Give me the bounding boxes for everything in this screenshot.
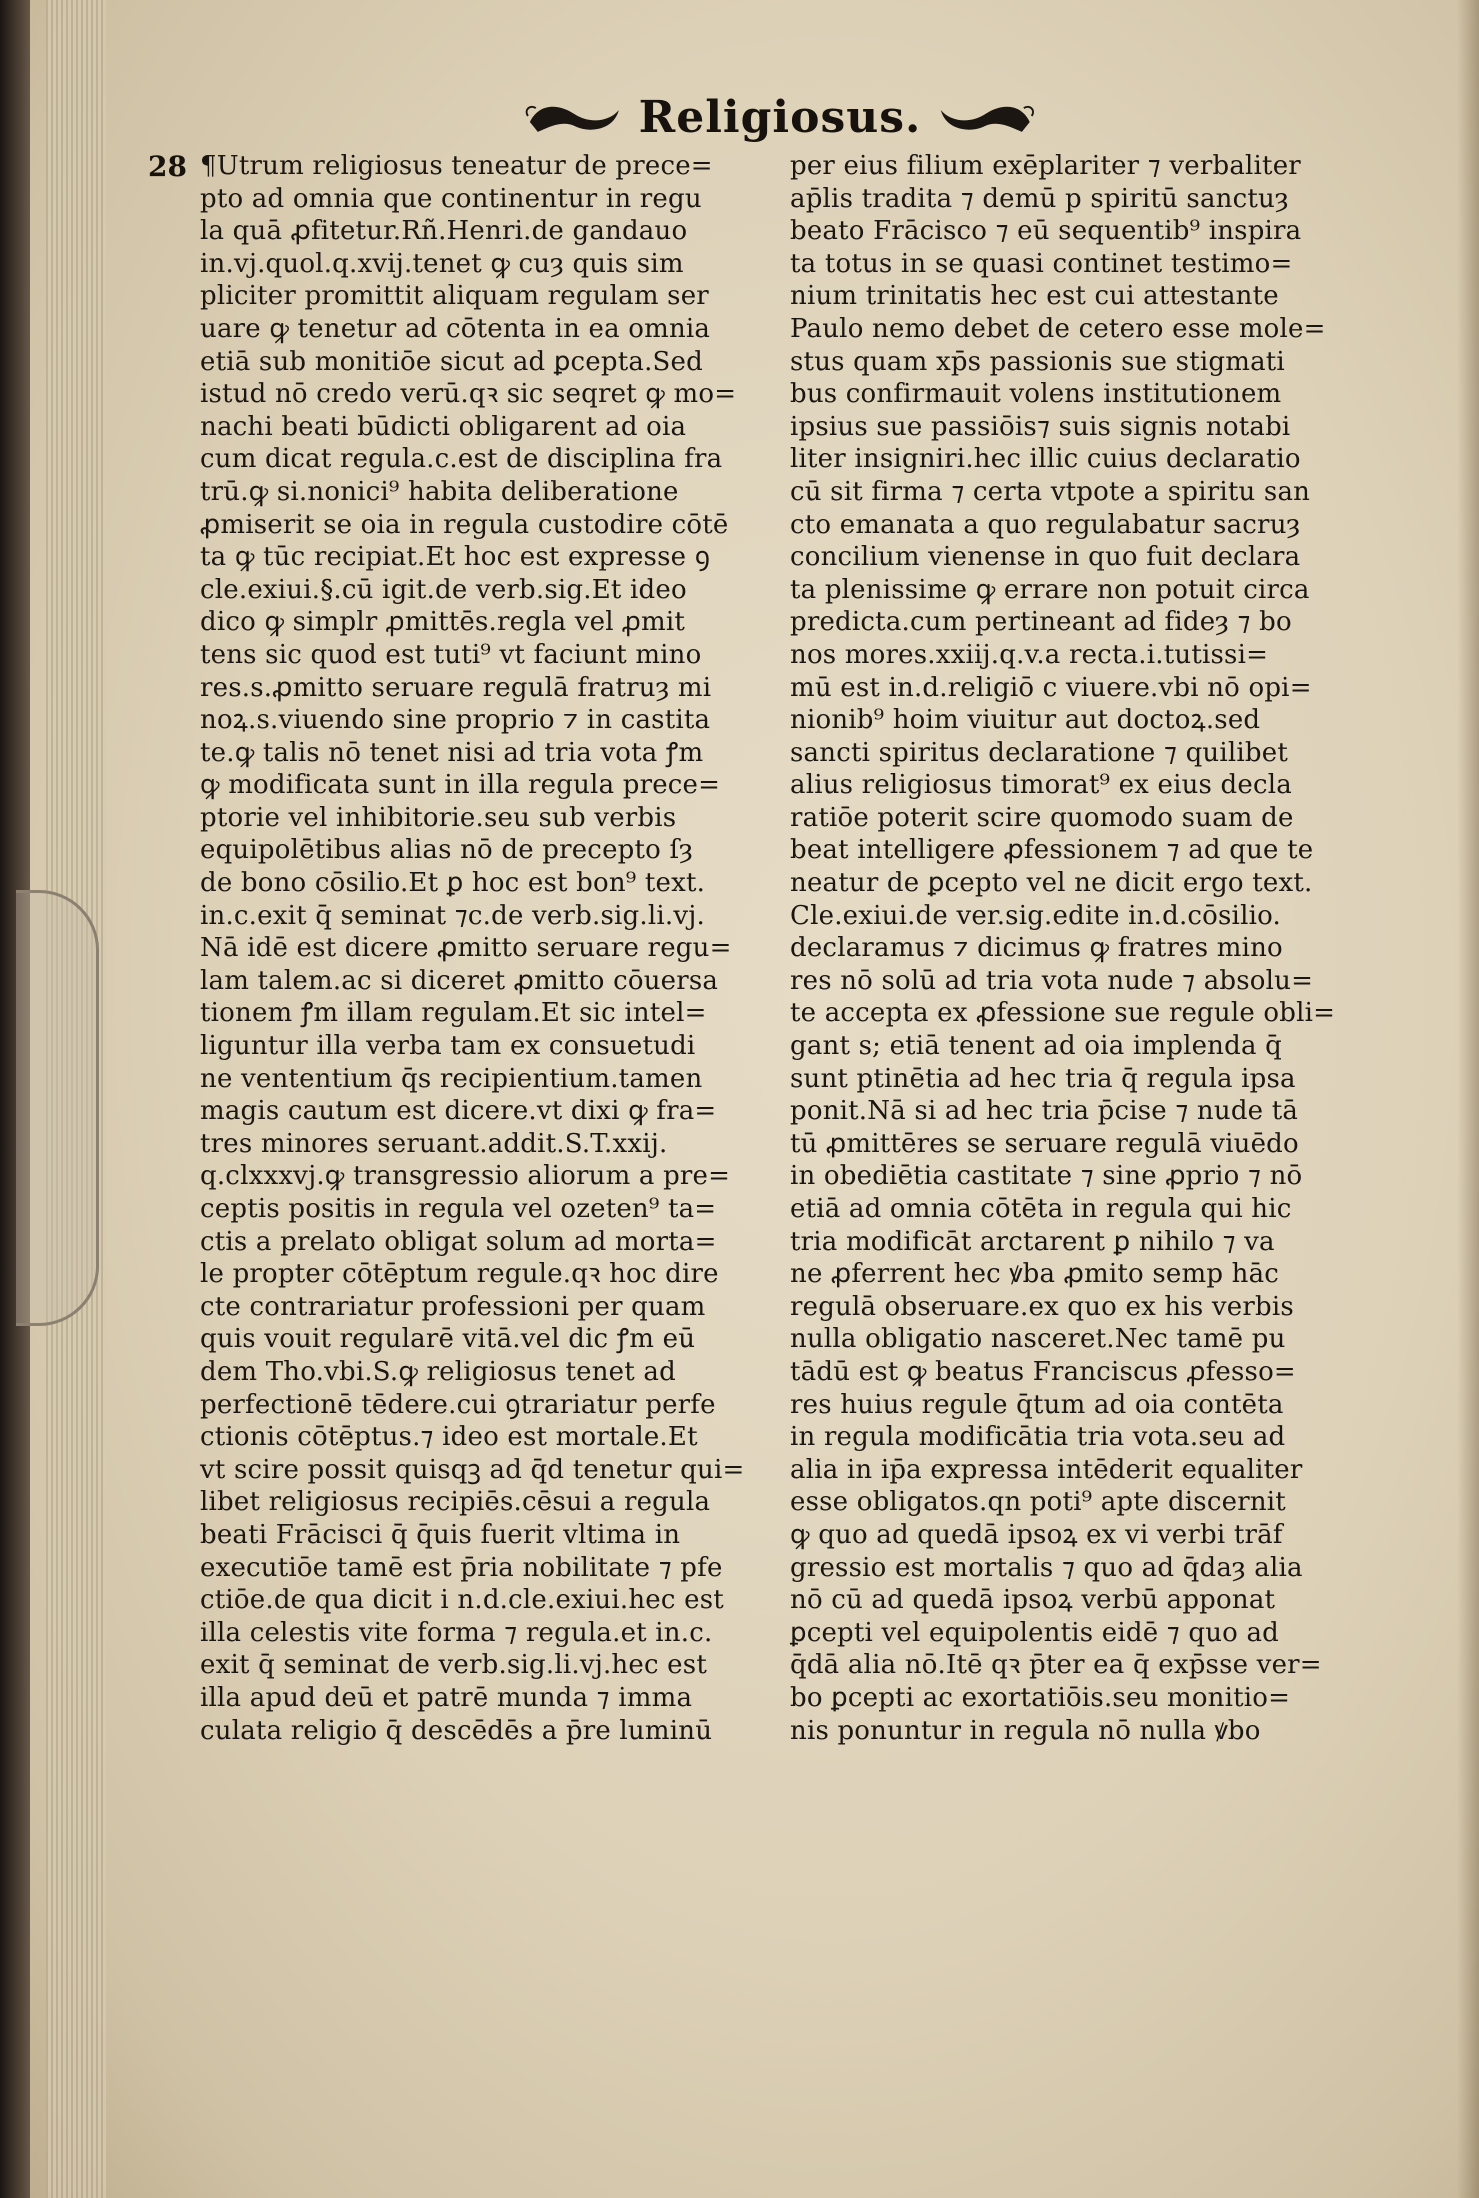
text-line: illa apud deū et patrē munda ⁊ imma bbox=[200, 1682, 693, 1713]
text-line: etiā sub monitiōe sicut ad ꝑcepta.Sed bbox=[200, 346, 703, 377]
text-line: ne vententium q̄s recipientium.tamen bbox=[200, 1063, 703, 1094]
text-line: stus quam xp̄s passionis sue stigmati bbox=[790, 346, 1285, 377]
text-line: liguntur illa verba tam ex consuetudi bbox=[200, 1031, 696, 1062]
text-line: ratiōe poterit scire quomodo suam de bbox=[790, 802, 1294, 833]
text-line: per eius filium exēplariter ⁊ verbaliter bbox=[790, 151, 1301, 181]
text-line: libet religiosus recipiēs.cēsui a regula bbox=[200, 1487, 711, 1518]
text-line: ponit.Nā si ad hec tria p̄cise ⁊ nude tā bbox=[790, 1096, 1299, 1127]
text-line: neatur de ꝑcepto vel ne dicit ergo text. bbox=[790, 868, 1313, 899]
text-line: culata religio q̄ descēdēs a p̄re luminū bbox=[200, 1715, 713, 1746]
text-line: ꝓmiserit se oia in regula custodire cōtē bbox=[200, 509, 729, 540]
right-text-column bbox=[790, 150, 1350, 1747]
text-line: mū est in.d.religiō c viuere.vbi nō opi= bbox=[790, 672, 1312, 703]
text-line: equipolētibus alias nō de precepto ſȝ bbox=[200, 835, 694, 866]
text-line: illa celestis vite forma ⁊ regula.et in.c. bbox=[200, 1617, 713, 1648]
text-line: q.clxxxvj.ꝙ transgressio aliorum a pre= bbox=[200, 1161, 731, 1192]
text-line: vt scire possit quisqꝫ ad q̄d tenetur qui= bbox=[200, 1454, 745, 1485]
text-line: declaramus ⁊ dicimus ꝙ fratres mino bbox=[790, 933, 1283, 964]
text-line: ptorie vel inhibitorie.seu sub verbis bbox=[200, 802, 677, 833]
text-line: nos mores.xxiij.q.v.a recta.i.tutissi= bbox=[790, 639, 1269, 670]
text-line: le propter cōtēptum regule.qꝛ hoc dire bbox=[200, 1259, 719, 1290]
text-line: ctionis cōtēptus.⁊ ideo est mortale.Et bbox=[200, 1422, 698, 1453]
left-text-column bbox=[200, 150, 780, 1747]
text-line: istud nō credo verū.qꝛ sic seqret ꝙ mo= bbox=[200, 379, 737, 410]
text-line: sunt ptinētia ad hec tria q̄ regula ipsa bbox=[790, 1063, 1296, 1094]
text-line: cto emanata a quo regulabatur sacruȝ bbox=[790, 509, 1301, 540]
text-line: q̄dā alia nō.Itē qꝛ p̄ter ea q̄ exp̄sse ver= bbox=[790, 1650, 1322, 1681]
text-line: tens sic quod est tuti⁹ vt faciunt mino bbox=[200, 639, 702, 670]
text-line: alius religiosus timorat⁹ ex eius decla bbox=[790, 770, 1292, 801]
text-line: tū ꝓmittēres se seruare regulā viuēdo bbox=[790, 1128, 1299, 1159]
folio-number: 28 bbox=[148, 150, 187, 183]
text-line: in obediētia castitate ⁊ sine ꝓprio ⁊ nō bbox=[790, 1161, 1303, 1192]
text-line: exit q̄ seminat de verb.sig.li.vj.hec est bbox=[200, 1650, 707, 1681]
text-line: ta plenissime ꝙ errare non potuit circa bbox=[790, 574, 1310, 605]
text-line: lam talem.ac si diceret ꝓmitto cōuersa bbox=[200, 965, 719, 996]
text-line: ꝑcepti vel equipolentis eidē ⁊ quo ad bbox=[790, 1617, 1280, 1648]
text-line: nulla obligatio nasceret.Nec tamē pu bbox=[790, 1324, 1286, 1355]
right-fleuron-icon bbox=[931, 92, 1040, 142]
text-line: cum dicat regula.c.est de disciplina fra bbox=[200, 444, 723, 475]
text-line: uare ꝙ tenetur ad cōtenta in ea omnia bbox=[200, 313, 711, 344]
text-line: gant s; etiā tenent ad oia implenda q̄ bbox=[790, 1031, 1282, 1062]
text-line: liter insigniri.hec illic cuius declaratio bbox=[790, 444, 1301, 475]
text-line: magis cautum est dicere.vt dixi ꝙ fra= bbox=[200, 1096, 717, 1127]
text-line: dem Tho.vbi.S.ꝙ religiosus tenet ad bbox=[200, 1356, 676, 1387]
text-line: cū sit firma ⁊ certa vtpote a spiritu san bbox=[790, 476, 1311, 507]
text-line: cle.exiui.§.cū igit.de verb.sig.Et ideo bbox=[200, 574, 687, 605]
text-line: ctiōe.de qua dicit i n.d.cle.exiui.hec est bbox=[200, 1585, 724, 1616]
text-line: ne ꝓferrent hec ꝟba ꝓmito semp hāc bbox=[790, 1259, 1280, 1290]
text-line: executiōe tamē est p̄ria nobilitate ⁊ pfe bbox=[200, 1552, 723, 1583]
text-line: beati Frācisci q̄ q̄uis fuerit vltima in bbox=[200, 1519, 681, 1550]
text-line: tādū est ꝙ beatus Franciscus ꝓfesso= bbox=[790, 1356, 1296, 1387]
text-line: pto ad omnia que continentur in regu bbox=[200, 183, 702, 214]
text-line: etiā ad omnia cōtēta in regula qui hic bbox=[790, 1194, 1292, 1224]
text-line: Nā idē est dicere ꝓmitto seruare regu= bbox=[200, 933, 732, 964]
text-line: ꝙ modificata sunt in illa regula prece= bbox=[200, 770, 721, 801]
text-line: Cle.exiui.de ver.sig.edite in.d.cōsilio. bbox=[790, 900, 1281, 931]
text-line: tres minores seruant.addit.S.T.xxij. bbox=[200, 1128, 668, 1159]
text-line: bus confirmauit volens institutionem bbox=[790, 379, 1282, 410]
text-line: ceptis positis in regula vel ozeten⁹ ta= bbox=[200, 1194, 717, 1224]
text-line: in.vj.quol.q.xvij.tenet ꝙ cuȝ quis sim bbox=[200, 248, 684, 279]
text-line: sancti spiritus declaratione ⁊ quilibet bbox=[790, 737, 1288, 768]
text-line: dico ꝙ simplr ꝓmittēs.regla vel ꝓmit bbox=[200, 607, 685, 638]
text-line: tria modificāt arctarent ꝑ nihilo ⁊ va bbox=[790, 1226, 1275, 1257]
text-line: ta totus in se quasi continet testimo= bbox=[790, 248, 1293, 279]
text-line: cte contrariatur professioni per quam bbox=[200, 1291, 706, 1322]
text-line: res huius regule q̄tum ad oia contēta bbox=[790, 1389, 1284, 1420]
text-line: ta ꝙ tūc recipiat.Et hoc est expresse ꝯ bbox=[200, 542, 711, 573]
text-line: de bono cōsilio.Et ꝑ hoc est bon⁹ text. bbox=[200, 868, 706, 899]
text-line: perfectionē tēdere.cui ꝯtrariatur perfe bbox=[200, 1389, 716, 1420]
running-header bbox=[520, 82, 1040, 152]
text-line: te.ꝙ talis nō tenet nisi ad tria vota ꝭm bbox=[200, 737, 704, 768]
text-line: quis vouit regularē vitā.vel dic ꝭm eū bbox=[200, 1324, 696, 1355]
text-line: beat intelligere ꝓfessionem ⁊ ad que te bbox=[790, 835, 1314, 866]
left-fleuron-icon bbox=[520, 92, 629, 142]
text-line: esse obligatos.qn poti⁹ apte discernit bbox=[790, 1487, 1286, 1518]
clasp-clip bbox=[16, 890, 99, 1326]
running-title: Religiosus. bbox=[638, 91, 922, 143]
text-line: concilium vienense in quo fuit declara bbox=[790, 542, 1301, 573]
text-line: trū.ꝙ si.nonici⁹ habita deliberatione bbox=[200, 476, 679, 507]
text-line: nionib⁹ hoim viuitur aut doctoꝝ.sed bbox=[790, 705, 1261, 736]
text-line: ꝙ quo ad quedā ipsoꝝ ex vi verbi trāf bbox=[790, 1519, 1283, 1550]
text-line: regulā obseruare.ex quo ex his verbis bbox=[790, 1291, 1294, 1322]
text-line: in regula modificātia tria vota.seu ad bbox=[790, 1422, 1286, 1453]
text-line: noꝝ.s.viuendo sine proprio ⁊ in castita bbox=[200, 705, 711, 736]
text-line: ap̄lis tradita ⁊ demū p spiritū sanctuȝ bbox=[790, 183, 1289, 214]
text-line: gressio est mortalis ⁊ quo ad q̄daȝ alia bbox=[790, 1552, 1303, 1583]
text-line: ¶Utrum religiosus teneatur de prece= bbox=[200, 151, 713, 181]
text-line: predicta.cum pertineant ad fideȝ ⁊ bo bbox=[790, 607, 1292, 638]
text-line: alia in ip̄a expressa intēderit equaliter bbox=[790, 1454, 1303, 1485]
text-line: nachi beati būdicti obligarent ad oia bbox=[200, 411, 687, 442]
text-line: beato Frācisco ⁊ eū sequentib⁹ inspira bbox=[790, 216, 1302, 247]
text-line: res.s.ꝓmitto seruare regulā fratruȝ mi bbox=[200, 672, 712, 703]
text-line: ctis a prelato obligat solum ad morta= bbox=[200, 1226, 717, 1257]
text-line: in.c.exit q̄ seminat ⁊c.de verb.sig.li.vj. bbox=[200, 900, 705, 931]
text-line: nium trinitatis hec est cui attestante bbox=[790, 281, 1279, 312]
text-line: Paulo nemo debet de cetero esse mole= bbox=[790, 313, 1326, 344]
text-line: nis ponuntur in regula nō nulla ꝟbo bbox=[790, 1715, 1261, 1746]
text-line: te accepta ex ꝓfessione sue regule obli= bbox=[790, 998, 1336, 1029]
text-line: nō cū ad quedā ipsoꝝ verbū apponat bbox=[790, 1585, 1276, 1616]
text-line: la quā ꝓfitetur.Rñ.Henri.de gandauo bbox=[200, 216, 688, 247]
text-line: ipsius sue passiōis⁊ suis signis notabi bbox=[790, 411, 1291, 442]
text-line: bo ꝑcepti ac exortatiōis.seu monitio= bbox=[790, 1682, 1291, 1713]
gutter-shadow bbox=[1457, 0, 1479, 2198]
text-line: tionem ꝭm illam regulam.Et sic intel= bbox=[200, 998, 707, 1029]
text-line: res nō solū ad tria vota nude ⁊ absolu= bbox=[790, 965, 1314, 996]
text-line: pliciter promittit aliquam regulam ser bbox=[200, 281, 709, 312]
